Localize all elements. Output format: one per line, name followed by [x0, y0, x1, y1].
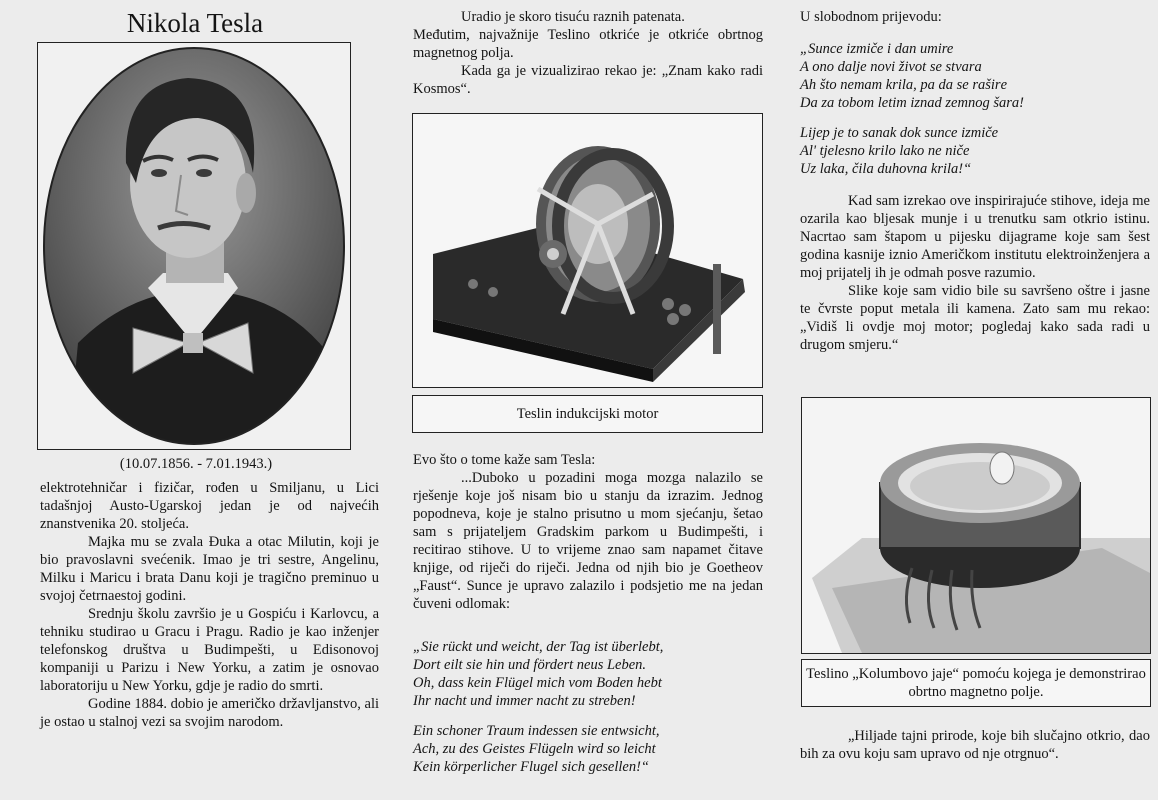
tesla-quote-text	[413, 451, 763, 613]
biography-text	[40, 479, 379, 731]
poem-line: Kein körperlicher Flugel sich gesellen!“	[413, 759, 649, 775]
tesla-portrait-image	[38, 43, 350, 449]
birth-death-dates: (10.07.1856. - 7.01.1943.)	[119, 456, 273, 472]
article-title: Nikola Tesla	[126, 8, 264, 38]
translation-text	[800, 8, 1150, 354]
closing-quote	[800, 727, 1150, 763]
tesla-portrait-frame	[37, 42, 351, 450]
motor-vision-paragraph: Slike koje sam vidio bile su savršeno oštre i jasne te čvrste poput metala ili kamena. Zato sam mu rekao: „Vidiš li ovdje moj motor; pogledaj kako sada radi u drugom smjeru.“	[800, 283, 1150, 353]
translation-line: Uz laka, čila duhovna krila!“	[800, 161, 972, 177]
quote-intro: Evo što o tome kaže sam Tesla:	[413, 452, 596, 468]
poem-line: Ein schoner Traum indessen sie entwsicht,	[413, 723, 660, 739]
patents-paragraph-2: Međutim, najvažnije Teslino otkriće je otkriće obrtnog magnetnog polja.	[413, 27, 763, 61]
poem-line: „Sie rückt und weicht, der Tag ist überlebt,	[413, 639, 664, 655]
translation-line: A ono dalje novi život se stvara	[800, 59, 982, 75]
translation-line: Al' tjelesno krilo lako ne niče	[800, 143, 970, 159]
bio-paragraph-3: Srednju školu završio je u Gospiću i Karlovcu, a tehniku studirao u Gracu i Pragu. Radio je kao inženjer telefonskog društva u Budimpešti, u Edisonovoj kompaniji u Parizu i New Yorku, a zatim je osnovao laboratoriju u New Yorku, gdje je radio do smrti.	[40, 606, 379, 694]
closing-paragraph: „Hiljade tajni prirode, koje bih slučajno otkrio, dao bih za ovu koju sam upravo od nje otrgnuo“.	[800, 728, 1150, 762]
induction-motor-photo	[412, 113, 763, 388]
translation-line: Da za tobom letim iznad zemnog šara!	[800, 95, 1024, 111]
columbus-egg-image	[802, 398, 1150, 653]
columbus-egg-caption	[801, 659, 1151, 707]
columbus-egg-photo	[801, 397, 1151, 654]
poem-line: Dort eilt sie hin und fördert neus Leben.	[413, 657, 647, 673]
poem-line: Ach, zu des Geistes Flügeln wird so leicht	[413, 741, 656, 757]
poem-line: Oh, dass kein Flügel mich vom Boden hebt	[413, 675, 662, 691]
faust-poem-german	[413, 638, 763, 776]
quote-paragraph: ...Duboko u pozadini moga mozga nalazilo se rješenje koje još nisam bio u stanju da izrazim. Jednog popodneva, koje je stalno prisutno u mom sjećanju, šetao sam s prijateljem Gradskim parkom u Budimpešti, i recitirao stihove. U to vrijeme znao sam napamet čitave knjige, od riječi do riječi. Jedna od njih bio je Goetheov „Faust“. Sunce je upravo zalazilo i podsjetio me na jedan čuveni odlomak:	[413, 470, 763, 612]
induction-motor-image	[413, 114, 762, 387]
columbus-egg-caption-text: Teslino „Kolumbovo jaje“ pomoću kojega je demonstrirao obrtno magnetno polje.	[806, 666, 1146, 700]
patents-paragraph-3: Kada ga je vizualizirao rekao je: „Znam kako radi Kosmos“.	[413, 63, 763, 97]
bio-paragraph-1: elektrotehničar i fizičar, rođen u Smiljanu, u Lici tadašnjoj Austo-Ugarskoj jedan je od najvećih znanstvenika 20. stoljeća.	[40, 480, 379, 532]
patents-paragraph-1: Uradio je skoro tisuću raznih patenata.	[461, 9, 685, 25]
translation-heading: U slobodnom prijevodu:	[800, 9, 942, 25]
bio-paragraph-4: Godine 1884. dobio je američko državljanstvo, ali je ostao u stalnoj vezi sa svojim narodom.	[40, 696, 379, 730]
poem-line: Ihr nacht und immer nacht zu streben!	[413, 693, 636, 709]
patents-text	[413, 8, 763, 98]
translation-line: Lijep je to sanak dok sunce izmiče	[800, 125, 999, 141]
translation-line: Ah što nemam krila, pa da se raširе	[800, 77, 1008, 93]
bio-paragraph-2: Majka mu se zvala Đuka a otac Milutin, koji je bio pravoslavni svećenik. Imao je tri sestre, Angelinu, Milku i Maricu i brata Danu koji je tragično preminuo u svojoj četrnaestoj godini.	[40, 534, 379, 604]
translation-line: „Sunce izmiče i dan umire	[800, 41, 954, 57]
insight-paragraph: Kad sam izrekao ove inspirirajuće stihove, ideja me ozarila kao bljesak munje i u trenutku sam otkrio istinu. Nacrtao sam štapom u pijesku dijagrame koje sam šest godina kasnije iznio Američkom institutu elektroinženjera a moj prijatelj ih je odmah posve razumio.	[800, 193, 1150, 281]
motor-caption: Teslin indukcijski motor	[412, 395, 763, 433]
